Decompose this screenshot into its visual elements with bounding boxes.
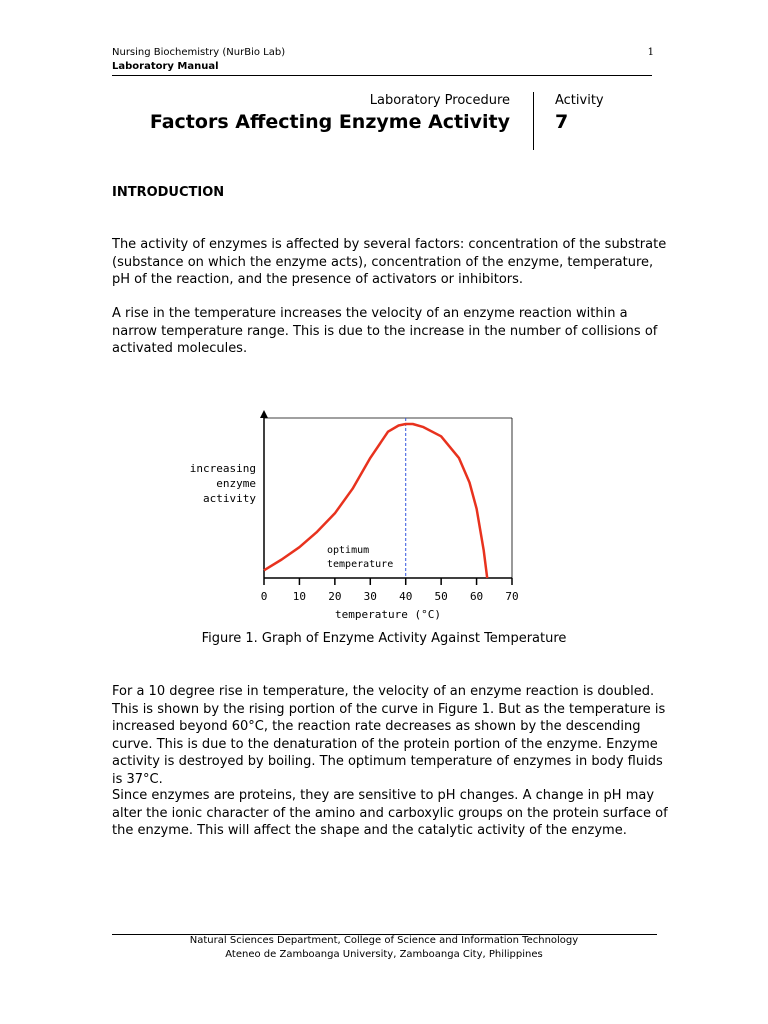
y-axis-label-line: activity [203, 492, 256, 505]
x-tick-label: 0 [260, 590, 268, 603]
enzyme-temperature-chart [180, 408, 540, 623]
optimum-label-line: temperature [327, 559, 394, 570]
x-tick-label: 60 [469, 590, 484, 603]
page-number: 1 [647, 47, 654, 58]
activity-number: 7 [555, 111, 569, 133]
page-title: Factors Affecting Enzyme Activity [149, 111, 510, 133]
activity-curve [264, 424, 487, 578]
header-manual: Laboratory Manual [112, 61, 219, 72]
section-heading: INTRODUCTION [112, 185, 225, 200]
paragraph-3: For a 10 degree rise in temperature, the velocity of an enzyme reaction is doubled. This is shown by the rising portion of the curve in Figure 1. But as the temperature is increased beyond 60°C, the reaction rate decreases as shown by the descending curve. This is due to the denaturation of the protein portion of the enzyme. Enzyme activity is destroyed by boiling. The optimum temperature of enzymes in body fluids is 37°C. [112, 684, 666, 787]
x-tick-label: 40 [399, 590, 413, 603]
x-tick-label: 70 [505, 590, 519, 603]
paragraph-1: The activity of enzymes is affected by several factors: concentration of the substrate (substance on which the enzyme acts), concentration of the enzyme, temperature, pH of the reaction, and the presence of activators or inhibitors. [112, 237, 667, 287]
optimum-label-line: optimum [327, 545, 370, 556]
paragraph-2: A rise in the temperature increases the velocity of an enzyme reaction within a narrow temperature range. This is due to the increase in the number of collisions of activated molecules. [112, 306, 658, 356]
figure-caption: Figure 1. Graph of Enzyme Activity Against Temperature [201, 631, 567, 646]
footer-line-1: Natural Sciences Department, College of Science and Information Technology [189, 935, 579, 946]
header-rule [112, 75, 652, 76]
x-tick-label: 30 [363, 590, 377, 603]
procedure-label: Laboratory Procedure [369, 93, 510, 108]
footer-line-2: Ateneo de Zamboanga University, Zamboanga City, Philippines [225, 949, 543, 960]
header-course: Nursing Biochemistry (NurBio Lab) [112, 47, 286, 58]
y-axis-label-line: increasing [189, 462, 256, 475]
y-axis-arrow [260, 410, 268, 418]
x-axis-label: temperature (°C) [335, 608, 441, 621]
paragraph-4: Since enzymes are proteins, they are sensitive to pH changes. A change in pH may alter the ionic character of the amino and carboxylic groups on the protein surface of the enzyme. This will affect the shape and the catalytic activity of the enzyme. [112, 788, 668, 838]
activity-label: Activity [555, 93, 604, 108]
y-axis-label-line: enzyme [216, 477, 256, 490]
title-divider [533, 92, 534, 150]
x-tick-label: 50 [434, 590, 448, 603]
x-tick-label: 10 [292, 590, 307, 603]
x-tick-label: 20 [328, 590, 342, 603]
